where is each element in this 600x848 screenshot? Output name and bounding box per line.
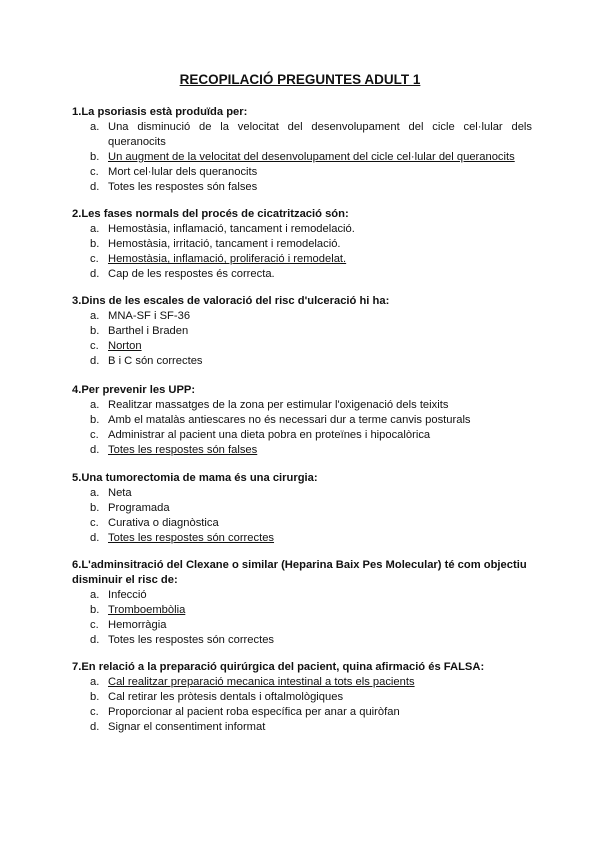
option-d: d. B i C són correctes (90, 355, 203, 367)
option-text: Mort cel·lular dels queranocits (108, 166, 258, 178)
option-c: c. Administrar al pacient una dieta pobra en proteïnes i hipocalòrica (90, 429, 431, 441)
option-d: d. Cap de les respostes és correcta. (90, 268, 275, 280)
option-text: Realitzar massatges de la zona per estimular l'oxigenació dels teixits (108, 399, 449, 411)
option-text: Signar el consentiment informat (108, 721, 266, 733)
correct-answer: Hemostàsia, inflamació, proliferació i remodelat. (108, 253, 347, 265)
option-d: d. Totes les respostes són falses (90, 444, 258, 456)
option-list (72, 588, 532, 648)
option-b: b. Tromboembòlia (90, 604, 186, 616)
option-text: Hemostàsia, irritació, tancament i remodelació. (108, 238, 341, 250)
question-text: 2.Les fases normals del procés de cicatrització són: (72, 208, 349, 220)
question-text: 1.La psoriasis està produïda per: (72, 106, 248, 118)
question-3 (72, 294, 532, 369)
option-list (72, 398, 532, 458)
option-text: Curativa o diagnòstica (108, 517, 219, 529)
option-text: B i C són correctes (108, 355, 203, 367)
option-c: c. Hemorràgia (90, 619, 167, 631)
option-text: Totes les respostes són falses (108, 181, 258, 193)
question-5 (72, 471, 532, 546)
correct-answer: Un augment de la velocitat del desenvolupament del cicle cel·lular del queranocits (108, 151, 515, 163)
question-6 (72, 558, 532, 648)
option-list (72, 486, 532, 546)
option-text: Hemostàsia, inflamació, tancament i remodelació. (108, 223, 355, 235)
question-text: 4.Per prevenir les UPP: (72, 384, 196, 396)
option-b: b. Cal retirar les pròtesis dentals i oftalmològiques (90, 691, 344, 703)
option-b: b. Programada (90, 502, 170, 514)
option-a: a. Hemostàsia, inflamació, tancament i remodelació. (90, 223, 355, 235)
option-b: b. Hemostàsia, irritació, tancament i remodelació. (90, 238, 341, 250)
option-text: Neta (108, 487, 132, 499)
option-d: d. Totes les respostes són correctes (90, 532, 275, 544)
correct-answer: Tromboembòlia (108, 604, 186, 616)
question-text: 3.Dins de les escales de valoració del risc d'ulceració hi ha: (72, 295, 390, 307)
option-text: Administrar al pacient una dieta pobra en proteïnes i hipocalòrica (108, 429, 431, 441)
option-a: a. Infecció (90, 589, 147, 601)
option-c: c. Proporcionar al pacient roba específica per anar a quiròfan (90, 706, 400, 718)
option-d: d. Totes les respostes són correctes (90, 634, 275, 646)
option-list (72, 309, 532, 369)
option-c: c. Curativa o diagnòstica (90, 517, 219, 529)
option-a: a. Realitzar massatges de la zona per estimular l'oxigenació dels teixits (90, 399, 449, 411)
option-list (72, 675, 532, 735)
option-text: MNA-SF i SF-36 (108, 310, 191, 322)
option-d: d. Signar el consentiment informat (90, 721, 266, 733)
document-title: RECOPILACIÓ PREGUNTES ADULT 1 (179, 72, 421, 87)
option-text: Infecció (108, 589, 147, 601)
question-text: 5.Una tumorectomia de mama és una cirurgia: (72, 472, 318, 484)
option-text: Cal retirar les pròtesis dentals i oftalmològiques (108, 691, 344, 703)
option-c: c. Mort cel·lular dels queranocits (90, 166, 258, 178)
option-text: Proporcionar al pacient roba específica per anar a quiròfan (108, 706, 400, 718)
option-text: Programada (108, 502, 170, 514)
question-7 (72, 660, 532, 735)
option-list (72, 222, 532, 282)
option-a: a. Neta (90, 487, 132, 499)
option-a: a. MNA-SF i SF-36 (90, 310, 191, 322)
correct-answer: Totes les respostes són correctes (108, 532, 275, 544)
option-a: a. Una disminució de la velocitat del desenvolupament del cicle cel·lular dels queranocits (90, 121, 532, 148)
option-text: Totes les respostes són correctes (108, 634, 275, 646)
option-b: b. Un augment de la velocitat del desenvolupament del cicle cel·lular del queranocits (90, 151, 515, 163)
correct-answer: Cal realitzar preparació mecanica intestinal a tots els pacients (108, 676, 415, 688)
option-c: c. Norton (90, 340, 142, 352)
option-text: Una disminució de la velocitat del desenvolupament del cicle cel·lular dels queranocits (108, 121, 532, 148)
question-4 (72, 383, 532, 458)
correct-answer: Norton (108, 340, 142, 352)
option-list (72, 120, 532, 195)
option-text: Barthel i Braden (108, 325, 189, 337)
option-text: Cap de les respostes és correcta. (108, 268, 275, 280)
option-b: b. Barthel i Braden (90, 325, 189, 337)
question-1 (72, 105, 532, 195)
option-text: Amb el matalàs antiescares no és necessari dur a terme canvis posturals (108, 414, 471, 426)
option-d: d. Totes les respostes són falses (90, 181, 258, 193)
option-b: b. Amb el matalàs antiescares no és necessari dur a terme canvis posturals (90, 414, 471, 426)
question-2 (72, 207, 532, 282)
correct-answer: Totes les respostes són falses (108, 444, 258, 456)
question-text: 7.En relació a la preparació quirúrgica del pacient, quina afirmació és FALSA: (72, 661, 485, 673)
option-a: a. Cal realitzar preparació mecanica intestinal a tots els pacients (90, 676, 415, 688)
question-text: 6.L'adminsitració del Clexane o similar (Heparina Baix Pes Molecular) té com objectiu disminuir el risc de: (72, 559, 527, 586)
option-text: Hemorràgia (108, 619, 167, 631)
option-c: c. Hemostàsia, inflamació, proliferació i remodelat. (90, 253, 347, 265)
